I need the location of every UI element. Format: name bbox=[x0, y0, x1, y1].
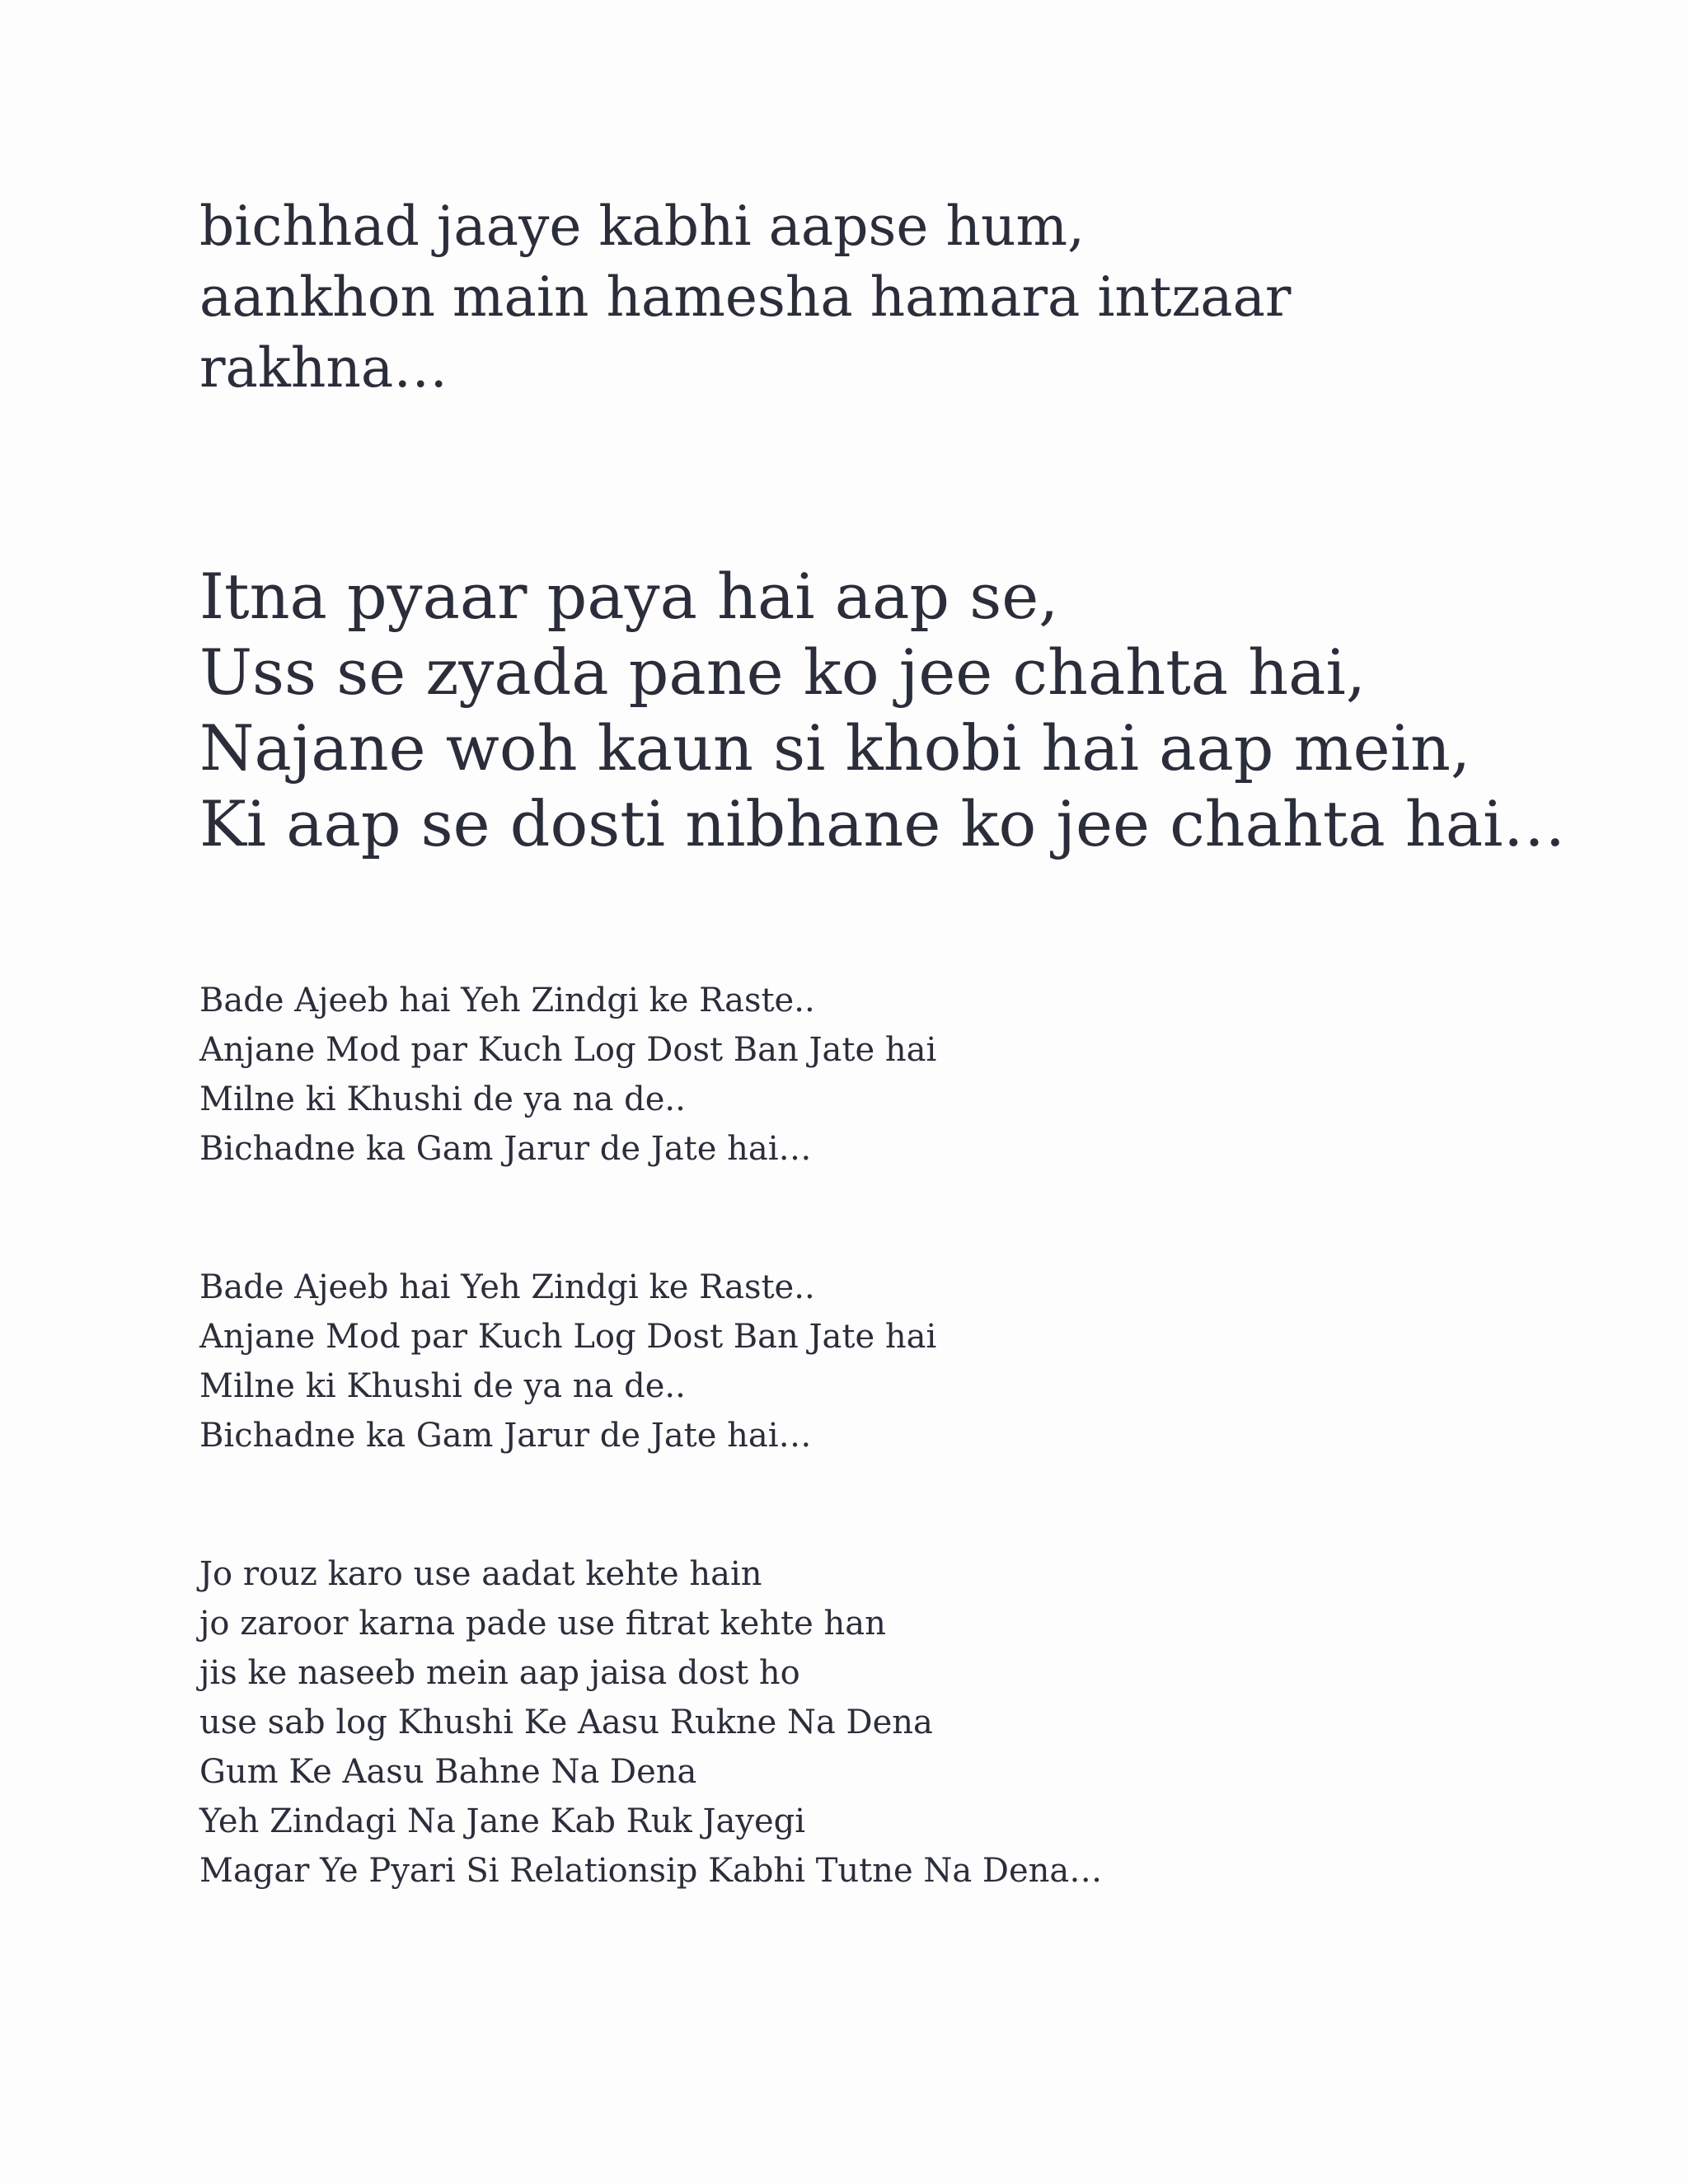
poem-line: Bichadne ka Gam Jarur de Jate hai… bbox=[199, 1417, 812, 1455]
poem-line: Gum Ke Aasu Bahne Na Dena bbox=[199, 1753, 697, 1791]
poem-block-1 bbox=[199, 191, 1291, 404]
poem-block-5 bbox=[199, 1549, 1102, 1896]
poem-line: rakhna… bbox=[199, 336, 448, 400]
poem-line: Magar Ye Pyari Si Relationsip Kabhi Tutne Na Dena… bbox=[199, 1852, 1103, 1890]
poem-line: jis ke naseeb mein aap jaisa dost ho bbox=[199, 1654, 800, 1692]
poem-line: Bade Ajeeb hai Yeh Zindgi ke Raste.. bbox=[199, 982, 815, 1019]
poem-line: Yeh Zindagi Na Jane Kab Ruk Jayegi bbox=[199, 1802, 806, 1840]
poem-line: Uss se zyada pane ko jee chahta hai, bbox=[199, 635, 1366, 709]
poem-line: Bichadne ka Gam Jarur de Jate hai… bbox=[199, 1130, 812, 1168]
poem-block-2 bbox=[199, 559, 1565, 862]
poem-line: jo zaroor karna pade use fitrat kehte han bbox=[199, 1605, 886, 1643]
poem-line: Anjane Mod par Kuch Log Dost Ban Jate hai bbox=[199, 1318, 937, 1356]
poem-line: Anjane Mod par Kuch Log Dost Ban Jate hai bbox=[199, 1031, 937, 1069]
poem-line: bichhad jaaye kabhi aapse hum, bbox=[199, 194, 1085, 258]
poem-line: Milne ki Khushi de ya na de.. bbox=[199, 1080, 686, 1118]
poem-line: Bade Ajeeb hai Yeh Zindgi ke Raste.. bbox=[199, 1268, 815, 1306]
poem-line: Ki aap se dosti nibhane ko jee chahta hai… bbox=[199, 787, 1566, 860]
poem-line: aankhon main hamesha hamara intzaar bbox=[199, 265, 1292, 329]
poem-line: Najane woh kaun si khobi hai aap mein, bbox=[199, 711, 1471, 785]
poem-line: Milne ki Khushi de ya na de.. bbox=[199, 1367, 686, 1405]
poem-line: Itna pyaar paya hai aap se, bbox=[199, 560, 1059, 633]
poem-line: Jo rouz karo use aadat kehte hain bbox=[199, 1555, 762, 1593]
poem-line: use sab log Khushi Ke Aasu Rukne Na Dena bbox=[199, 1704, 933, 1741]
poem-block-3 bbox=[199, 976, 936, 1174]
poem-block-4 bbox=[199, 1263, 936, 1460]
